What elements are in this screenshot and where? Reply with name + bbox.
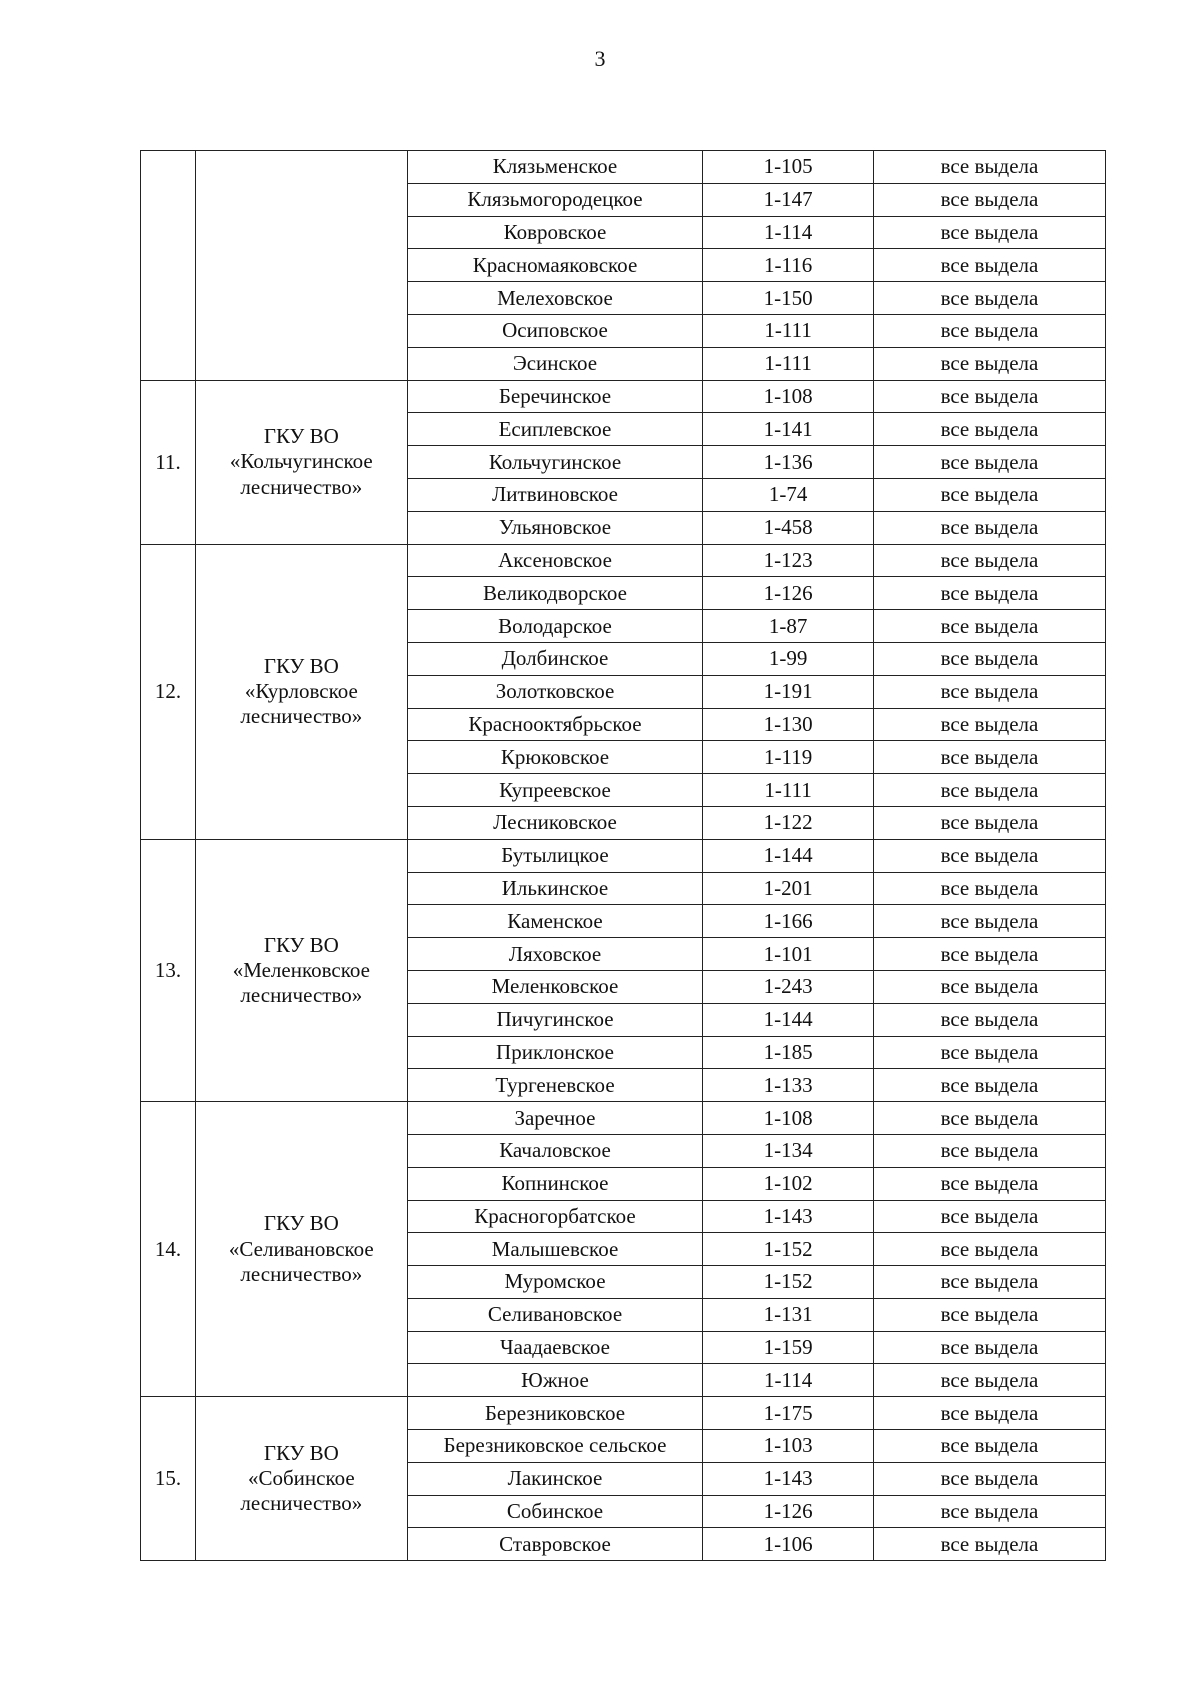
district-name: Копнинское bbox=[407, 1167, 703, 1200]
forestry-organization bbox=[196, 1397, 408, 1561]
quarter-range: 1-102 bbox=[703, 1167, 874, 1200]
district-name: Бутылицкое bbox=[407, 839, 703, 872]
allotments-cell: все выдела bbox=[873, 610, 1105, 643]
district-name: Ковровское bbox=[407, 216, 703, 249]
quarter-range: 1-133 bbox=[703, 1069, 874, 1102]
district-name: Малышевское bbox=[407, 1233, 703, 1266]
quarter-range: 1-175 bbox=[703, 1397, 874, 1430]
group-number: 15. bbox=[141, 1397, 196, 1561]
district-name: Золотковское bbox=[407, 675, 703, 708]
allotments-cell: все выдела bbox=[873, 347, 1105, 380]
district-name: Осиповское bbox=[407, 314, 703, 347]
allotments-cell: все выдела bbox=[873, 872, 1105, 905]
organization-line: ГКУ ВО bbox=[263, 932, 339, 957]
allotments-cell: все выдела bbox=[873, 1430, 1105, 1463]
allotments-cell: все выдела bbox=[873, 1036, 1105, 1069]
table-row bbox=[141, 1397, 1106, 1430]
quarter-range: 1-159 bbox=[703, 1331, 874, 1364]
quarter-range: 1-74 bbox=[703, 478, 874, 511]
district-name: Березниковское сельское bbox=[407, 1430, 703, 1463]
forestry-organization bbox=[196, 544, 408, 839]
quarter-range: 1-143 bbox=[703, 1200, 874, 1233]
allotments-cell: все выдела bbox=[873, 675, 1105, 708]
district-name: Краснооктябрьское bbox=[407, 708, 703, 741]
forestry-organization bbox=[196, 380, 408, 544]
allotments-cell: все выдела bbox=[873, 1331, 1105, 1364]
quarter-range: 1-99 bbox=[703, 642, 874, 675]
allotments-cell: все выдела bbox=[873, 249, 1105, 282]
allotments-cell: все выдела bbox=[873, 151, 1105, 184]
quarter-range: 1-243 bbox=[703, 970, 874, 1003]
district-name: Заречное bbox=[407, 1102, 703, 1135]
organization-line: «Селивановское bbox=[228, 1236, 374, 1261]
district-name: Ульяновское bbox=[407, 511, 703, 544]
allotments-cell: все выдела bbox=[873, 1298, 1105, 1331]
district-name: Ставровское bbox=[407, 1528, 703, 1561]
quarter-range: 1-141 bbox=[703, 413, 874, 446]
allotments-cell: все выдела bbox=[873, 774, 1105, 807]
organization-line: ГКУ ВО bbox=[263, 424, 339, 449]
district-name: Муромское bbox=[407, 1266, 703, 1299]
district-name: Клязьменское bbox=[407, 151, 703, 184]
allotments-cell: все выдела bbox=[873, 314, 1105, 347]
district-name: Селивановское bbox=[407, 1298, 703, 1331]
quarter-range: 1-103 bbox=[703, 1430, 874, 1463]
quarter-range: 1-101 bbox=[703, 938, 874, 971]
quarter-range: 1-131 bbox=[703, 1298, 874, 1331]
district-name: Мелеховское bbox=[407, 282, 703, 315]
allotments-cell: все выдела bbox=[873, 1003, 1105, 1036]
allotments-cell: все выдела bbox=[873, 413, 1105, 446]
table-row bbox=[141, 839, 1106, 872]
quarter-range: 1-136 bbox=[703, 446, 874, 479]
district-name: Меленковское bbox=[407, 970, 703, 1003]
table-row bbox=[141, 151, 1106, 184]
district-name: Литвиновское bbox=[407, 478, 703, 511]
quarter-range: 1-114 bbox=[703, 216, 874, 249]
district-name: Беречинское bbox=[407, 380, 703, 413]
quarter-range: 1-111 bbox=[703, 347, 874, 380]
quarter-range: 1-87 bbox=[703, 610, 874, 643]
quarter-range: 1-144 bbox=[703, 839, 874, 872]
allotments-cell: все выдела bbox=[873, 1528, 1105, 1561]
organization-line: «Кольчугинское bbox=[229, 449, 373, 474]
quarter-range: 1-106 bbox=[703, 1528, 874, 1561]
quarter-range: 1-458 bbox=[703, 511, 874, 544]
allotments-cell: все выдела bbox=[873, 446, 1105, 479]
quarter-range: 1-108 bbox=[703, 380, 874, 413]
quarter-range: 1-114 bbox=[703, 1364, 874, 1397]
allotments-cell: все выдела bbox=[873, 905, 1105, 938]
district-name: Лакинское bbox=[407, 1462, 703, 1495]
district-name: Клязьмогородецкое bbox=[407, 183, 703, 216]
allotments-cell: все выдела bbox=[873, 938, 1105, 971]
district-name: Красномаяковское bbox=[407, 249, 703, 282]
page-number: 3 bbox=[594, 46, 606, 71]
quarter-range: 1-191 bbox=[703, 675, 874, 708]
allotments-cell: все выдела bbox=[873, 544, 1105, 577]
allotments-cell: все выдела bbox=[873, 1397, 1105, 1430]
quarter-range: 1-108 bbox=[703, 1102, 874, 1135]
allotments-cell: все выдела bbox=[873, 741, 1105, 774]
forestry-organization bbox=[196, 839, 408, 1101]
organization-line: лесничество» bbox=[240, 1261, 363, 1286]
quarter-range: 1-119 bbox=[703, 741, 874, 774]
allotments-cell: все выдела bbox=[873, 839, 1105, 872]
allotments-cell: все выдела bbox=[873, 1495, 1105, 1528]
group-number: 14. bbox=[141, 1102, 196, 1397]
allotments-cell: все выдела bbox=[873, 1102, 1105, 1135]
district-name: Приклонское bbox=[407, 1036, 703, 1069]
district-name: Великодворское bbox=[407, 577, 703, 610]
organization-line: «Собинское bbox=[247, 1466, 355, 1491]
district-name: Илькинское bbox=[407, 872, 703, 905]
quarter-range: 1-144 bbox=[703, 1003, 874, 1036]
quarter-range: 1-111 bbox=[703, 314, 874, 347]
allotments-cell: все выдела bbox=[873, 1233, 1105, 1266]
district-name: Кольчугинское bbox=[407, 446, 703, 479]
group-number: 11. bbox=[141, 380, 196, 544]
quarter-range: 1-143 bbox=[703, 1462, 874, 1495]
quarter-range: 1-111 bbox=[703, 774, 874, 807]
forestry-organization bbox=[196, 151, 408, 381]
district-name: Пичугинское bbox=[407, 1003, 703, 1036]
table-row bbox=[141, 1102, 1106, 1135]
allotments-cell: все выдела bbox=[873, 708, 1105, 741]
quarter-range: 1-116 bbox=[703, 249, 874, 282]
organization-line: ГКУ ВО bbox=[263, 1211, 339, 1236]
district-name: Ляховское bbox=[407, 938, 703, 971]
quarter-range: 1-123 bbox=[703, 544, 874, 577]
district-name: Крюковское bbox=[407, 741, 703, 774]
allotments-cell: все выдела bbox=[873, 1462, 1105, 1495]
group-number: 12. bbox=[141, 544, 196, 839]
allotments-cell: все выдела bbox=[873, 1134, 1105, 1167]
quarter-range: 1-147 bbox=[703, 183, 874, 216]
quarter-range: 1-105 bbox=[703, 151, 874, 184]
organization-line: лесничество» bbox=[240, 983, 363, 1008]
district-name: Березниковское bbox=[407, 1397, 703, 1430]
allotments-cell: все выдела bbox=[873, 1364, 1105, 1397]
allotments-cell: все выдела bbox=[873, 183, 1105, 216]
quarter-range: 1-150 bbox=[703, 282, 874, 315]
forestry-table-body bbox=[141, 151, 1106, 1561]
allotments-cell: все выдела bbox=[873, 577, 1105, 610]
forestry-table bbox=[140, 150, 1106, 1561]
quarter-range: 1-126 bbox=[703, 1495, 874, 1528]
organization-line: лесничество» bbox=[240, 474, 363, 499]
quarter-range: 1-201 bbox=[703, 872, 874, 905]
district-name: Красногорбатское bbox=[407, 1200, 703, 1233]
quarter-range: 1-152 bbox=[703, 1233, 874, 1266]
table-row bbox=[141, 544, 1106, 577]
allotments-cell: все выдела bbox=[873, 282, 1105, 315]
organization-line: «Курловское bbox=[244, 679, 358, 704]
allotments-cell: все выдела bbox=[873, 642, 1105, 675]
district-name: Собинское bbox=[407, 1495, 703, 1528]
quarter-range: 1-166 bbox=[703, 905, 874, 938]
quarter-range: 1-185 bbox=[703, 1036, 874, 1069]
district-name: Эсинское bbox=[407, 347, 703, 380]
allotments-cell: все выдела bbox=[873, 1167, 1105, 1200]
allotments-cell: все выдела bbox=[873, 1200, 1105, 1233]
district-name: Аксеновское bbox=[407, 544, 703, 577]
district-name: Каменское bbox=[407, 905, 703, 938]
quarter-range: 1-152 bbox=[703, 1266, 874, 1299]
group-number bbox=[141, 151, 196, 381]
allotments-cell: все выдела bbox=[873, 511, 1105, 544]
district-name: Тургеневское bbox=[407, 1069, 703, 1102]
allotments-cell: все выдела bbox=[873, 806, 1105, 839]
allotments-cell: все выдела bbox=[873, 478, 1105, 511]
allotments-cell: все выдела bbox=[873, 1069, 1105, 1102]
allotments-cell: все выдела bbox=[873, 1266, 1105, 1299]
quarter-range: 1-126 bbox=[703, 577, 874, 610]
district-name: Качаловское bbox=[407, 1134, 703, 1167]
organization-line: ГКУ ВО bbox=[263, 653, 339, 678]
quarter-range: 1-122 bbox=[703, 806, 874, 839]
district-name: Купреевское bbox=[407, 774, 703, 807]
table-row bbox=[141, 380, 1106, 413]
quarter-range: 1-134 bbox=[703, 1134, 874, 1167]
organization-line: лесничество» bbox=[240, 704, 363, 729]
organization-line: «Меленковское bbox=[232, 957, 370, 982]
quarter-range: 1-130 bbox=[703, 708, 874, 741]
district-name: Южное bbox=[407, 1364, 703, 1397]
organization-line: ГКУ ВО bbox=[263, 1440, 339, 1465]
district-name: Есиплевское bbox=[407, 413, 703, 446]
group-number: 13. bbox=[141, 839, 196, 1101]
district-name: Лесниковское bbox=[407, 806, 703, 839]
district-name: Чаадаевское bbox=[407, 1331, 703, 1364]
district-name: Володарское bbox=[407, 610, 703, 643]
allotments-cell: все выдела bbox=[873, 970, 1105, 1003]
organization-line: лесничество» bbox=[240, 1491, 363, 1516]
district-name: Долбинское bbox=[407, 642, 703, 675]
allotments-cell: все выдела bbox=[873, 216, 1105, 249]
allotments-cell: все выдела bbox=[873, 380, 1105, 413]
forestry-organization bbox=[196, 1102, 408, 1397]
